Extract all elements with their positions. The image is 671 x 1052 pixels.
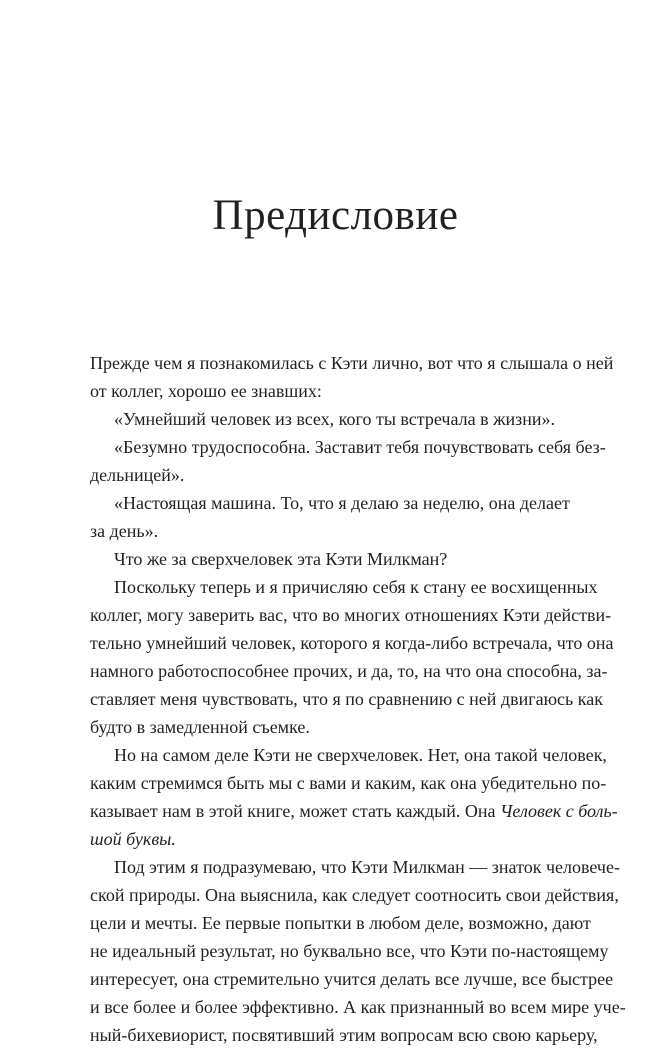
text-line: [90, 968, 614, 990]
line-text: ставляет меня чувствовать, что я по сравнению с ней двигаюсь как: [90, 689, 603, 709]
text-line: [90, 1024, 598, 1046]
line-text: «Настоящая машина. То, что я делаю за неделю, она делает: [114, 493, 570, 513]
line-text: каким стремимся быть мы с вами и каким, как она убедительно по-: [90, 773, 607, 793]
line-italic-text: шой буквы.: [90, 829, 176, 849]
line-text: дельницей».: [90, 465, 185, 485]
line-text: Поскольку теперь и я причисляю себя к стану ее восхищенных: [114, 577, 598, 597]
text-line: [90, 688, 603, 710]
text-line: [90, 352, 614, 374]
text-line: [90, 576, 598, 598]
line-text: будто в замедленной съемке.: [90, 717, 310, 737]
line-text: ской природы. Она выяснила, как следует соотносить свои действия,: [90, 885, 619, 905]
paragraph: [90, 492, 570, 542]
line-text: интересует, она стремительно учится делать все лучше, все быстрее: [90, 969, 614, 989]
text-line: [90, 744, 607, 766]
text-line: [90, 604, 612, 626]
paragraph: [90, 856, 626, 1046]
line-text: ный-бихевиорист, посвятивший этим вопросам всю свою карьеру,: [90, 1025, 598, 1045]
text-line: [90, 632, 614, 654]
text-line: [90, 828, 567, 850]
paragraph: [90, 408, 567, 430]
line-text: Прежде чем я познакомилась с Кэти лично, вот что я слышала о ней: [90, 353, 614, 373]
line-text: коллег, могу заверить вас, что во многих отношениях Кэти действи-: [90, 605, 612, 625]
text-line: [90, 492, 570, 514]
paragraph: [90, 744, 618, 850]
text-line: [90, 772, 607, 794]
line-text: цели и мечты. Ее первые попытки в любом деле, возможно, дают: [90, 913, 591, 933]
text-line: [90, 800, 618, 822]
page-title: Предисловие: [212, 192, 459, 239]
text-line: [90, 464, 567, 486]
body-text: [90, 352, 626, 1052]
line-text: и все более и более эффективно. А как признанный во всем мире уче-: [90, 997, 626, 1017]
text-line: [90, 912, 591, 934]
line-text: «Умнейший человек из всех, кого ты встречала в жизни».: [114, 409, 556, 429]
line-text: «Безумно трудоспособна. Заставит тебя почувствовать себя без-: [114, 437, 606, 457]
text-line: [90, 520, 567, 542]
text-line: [90, 996, 626, 1018]
line-text: не идеальный результат, но буквально все, что Кэти по-настоящему: [90, 941, 609, 961]
line-text: намного работоспособнее прочих, и да, то, на что она способна, за-: [90, 661, 608, 681]
line-text: казывает нам в этой книге, может стать каждый. Она: [90, 801, 500, 821]
text-line: [90, 884, 619, 906]
text-line: [90, 548, 567, 570]
line-text: Что же за сверхчеловек эта Кэти Милкман?: [114, 549, 448, 569]
text-line: [90, 408, 567, 430]
paragraph: [90, 548, 567, 570]
text-line: [90, 856, 620, 878]
line-text: тельно умнейший человек, которого я когда-либо встречала, что она: [90, 633, 614, 653]
paragraph: [90, 576, 614, 738]
line-italic-text: Человек с боль-: [500, 801, 618, 821]
paragraph: [90, 436, 606, 486]
line-text: за день».: [90, 521, 159, 541]
text-line: [90, 716, 567, 738]
line-text: Под этим я подразумеваю, что Кэти Милкман — знаток человече-: [114, 857, 620, 877]
text-line: [90, 436, 606, 458]
text-line: [90, 380, 567, 402]
text-line: [90, 660, 608, 682]
line-text: Но на самом деле Кэти не сверхчеловек. Нет, она такой человек,: [114, 745, 607, 765]
line-text: от коллег, хорошо ее знавших:: [90, 381, 322, 401]
text-line: [90, 940, 609, 962]
paragraph: [90, 352, 614, 402]
